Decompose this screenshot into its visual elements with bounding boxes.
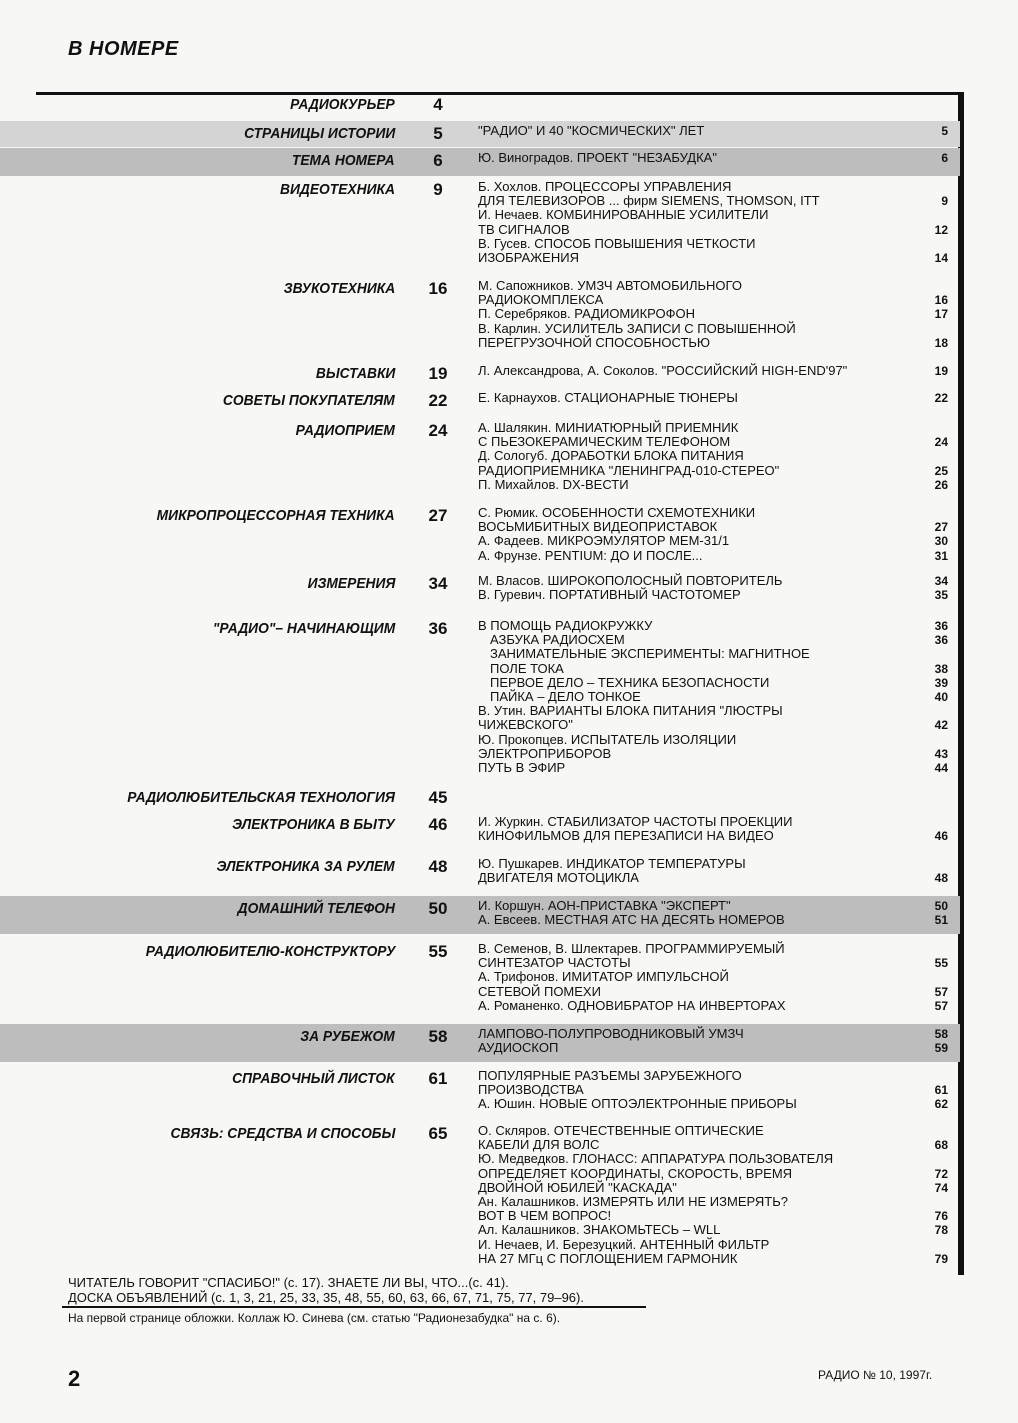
- toc-section: [0, 812, 960, 848]
- entry-page: 43: [934, 746, 948, 761]
- page-heading: В НОМЕРЕ: [68, 38, 179, 60]
- entry-page: 12: [934, 222, 948, 237]
- entry-page: 34: [934, 574, 948, 588]
- section-title: ЗВУКОТЕХНИКА: [283, 280, 395, 297]
- entry-page: 61: [934, 1083, 948, 1098]
- toc-section: [0, 616, 960, 776]
- entry-text: И. Нечаев. КОМБИНИРОВАННЫЕ УСИЛИТЕЛИ: [478, 207, 769, 223]
- entry-text: ТВ СИГНАЛОВ: [478, 221, 570, 237]
- section-page: 9: [433, 180, 443, 199]
- entry-text: ПУТЬ В ЭФИР: [478, 760, 566, 776]
- section-page: 50: [428, 899, 448, 918]
- entry-page: 30: [934, 534, 948, 549]
- toc-section: [0, 786, 960, 810]
- entry-text: Б. Хохлов. ПРОЦЕССОРЫ УПРАВЛЕНИЯ: [478, 179, 732, 194]
- toc-entry: [478, 857, 948, 871]
- section-title: ЗА РУБЕЖОМ: [300, 1028, 395, 1045]
- entry-text: НА 27 МГц С ПОГЛОЩЕНИЕМ ГАРМОНИК: [478, 1250, 738, 1266]
- section-title: ВЫСТАВКИ: [315, 365, 395, 382]
- toc-entry: [478, 1209, 948, 1223]
- entry-text: Д. Сологуб. ДОРАБОТКИ БЛОКА ПИТАНИЯ: [478, 448, 744, 464]
- toc-section: [0, 276, 960, 356]
- toc-entry: [478, 662, 948, 676]
- entry-page: 31: [934, 548, 948, 563]
- entry-page: 42: [934, 718, 948, 733]
- entry-page: 48: [934, 871, 948, 886]
- toc-entry: [478, 647, 948, 661]
- toc-entry: [478, 942, 948, 956]
- toc-entry: [478, 279, 948, 293]
- toc-entry: [478, 464, 948, 478]
- section-page: 34: [428, 574, 448, 593]
- entry-text: Ю. Прокопцев. ИСПЫТАТЕЛЬ ИЗОЛЯЦИИ: [478, 731, 737, 747]
- section-entries: [478, 364, 948, 378]
- toc-entry: [478, 1252, 948, 1266]
- entry-text: А. Фрунзе. PENTIUM: ДО И ПОСЛЕ...: [478, 547, 703, 563]
- entry-page: 76: [934, 1209, 948, 1224]
- toc-entry: [478, 899, 948, 913]
- section-page: 6: [433, 151, 443, 170]
- entry-page: 38: [934, 661, 948, 676]
- toc-entry: [478, 151, 948, 165]
- entry-text: ЛАМПОВО-ПОЛУПРОВОДНИКОВЫЙ УМЗЧ: [478, 1026, 744, 1041]
- section-page: 65: [428, 1124, 448, 1143]
- section-title: "РАДИО"– НАЧИНАЮЩИМ: [212, 620, 395, 637]
- section-page: 22: [428, 391, 448, 410]
- entry-page: 72: [934, 1166, 948, 1181]
- footer-notes: [68, 1275, 584, 1305]
- entry-text: ПАЙКА – ДЕЛО ТОНКОЕ: [490, 689, 641, 705]
- toc-entry: [478, 336, 948, 350]
- section-title: РАДИОКУРЬЕР: [290, 96, 395, 113]
- entry-page: 19: [934, 364, 948, 378]
- section-page: 55: [428, 942, 448, 961]
- toc-entry: [478, 871, 948, 885]
- section-title: ВИДЕОТЕХНИКА: [280, 181, 395, 198]
- footer-line-1: ЧИТАТЕЛЬ ГОВОРИТ "СПАСИБО!" (с. 17). ЗНАЕТЕ ЛИ ВЫ, ЧТО...(с. 41).: [68, 1275, 509, 1290]
- toc-entry: [478, 293, 948, 307]
- entry-text: КИНОФИЛЬМОВ ДЛЯ ПЕРЕЗАПИСИ НА ВИДЕО: [478, 828, 774, 844]
- entry-page: 25: [934, 463, 948, 478]
- toc-entry: [478, 815, 948, 829]
- toc-entry: [478, 1041, 948, 1055]
- section-page: 46: [428, 815, 448, 834]
- entry-text: ДВИГАТЕЛЯ МОТОЦИКЛА: [478, 870, 639, 886]
- entry-page: 46: [934, 829, 948, 844]
- entry-page: 18: [934, 335, 948, 350]
- entry-text: М. Сапожников. УМЗЧ АВТОМОБИЛЬНОГО: [478, 278, 742, 293]
- section-entries: [478, 942, 948, 1013]
- toc-entry: [478, 208, 948, 222]
- toc-section: [0, 148, 960, 176]
- toc-entry: [478, 1069, 948, 1083]
- toc-entry: [478, 1097, 948, 1111]
- entry-text: Ю. Пушкарев. ИНДИКАТОР ТЕМПЕРАТУРЫ: [478, 856, 746, 871]
- entry-text: С. Рюмик. ОСОБЕННОСТИ СХЕМОТЕХНИКИ: [478, 505, 756, 520]
- entry-text: В. Гусев. СПОСОБ ПОВЫШЕНИЯ ЧЕТКОСТИ: [478, 235, 756, 251]
- entry-text: П. Михайлов. DX-ВЕСТИ: [478, 476, 629, 492]
- toc-entry: [478, 829, 948, 843]
- entry-page: 74: [934, 1180, 948, 1195]
- entry-text: ЧИЖЕВСКОГО": [478, 717, 573, 733]
- entry-text: ПОЛЕ ТОКА: [490, 660, 564, 676]
- section-entries: [478, 1027, 948, 1055]
- section-entries: [478, 815, 948, 843]
- entry-page: 78: [934, 1223, 948, 1238]
- toc-entry: [478, 520, 948, 534]
- toc-section: [0, 361, 960, 385]
- section-title: СТРАНИЦЫ ИСТОРИИ: [243, 125, 395, 142]
- toc-entry: [478, 194, 948, 208]
- entry-page: 68: [934, 1138, 948, 1153]
- section-title: ЭЛЕКТРОНИКА ЗА РУЛЕМ: [216, 858, 395, 875]
- toc-entry: [478, 1223, 948, 1237]
- toc-entry: [478, 478, 948, 492]
- section-title: СПРАВОЧНЫЙ ЛИСТОК: [232, 1070, 395, 1087]
- entry-text: ЗАНИМАТЕЛЬНЫЕ ЭКСПЕРИМЕНТЫ: МАГНИТНОЕ: [490, 646, 810, 662]
- toc-section: [0, 177, 960, 272]
- section-title: МИКРОПРОЦЕССОРНАЯ ТЕХНИКА: [157, 507, 395, 524]
- entry-text: АЗБУКА РАДИОСХЕМ: [490, 632, 625, 648]
- toc-entry: [478, 1181, 948, 1195]
- section-entries: [478, 391, 948, 405]
- section-entries: [478, 151, 948, 165]
- entry-text: АУДИОСКОП: [478, 1040, 559, 1056]
- toc-entry: [478, 180, 948, 194]
- issue-label: РАДИО № 10, 1997г.: [818, 1368, 933, 1382]
- entry-text: СИНТЕЗАТОР ЧАСТОТЫ: [478, 955, 631, 971]
- toc-entry: [478, 549, 948, 563]
- entry-text: ДЛЯ ТЕЛЕВИЗОРОВ ... фирм SIEMENS, THOMSON, ITT: [478, 193, 820, 209]
- toc-entry: [478, 391, 948, 405]
- entry-text: КАБЕЛИ ДЛЯ ВОЛС: [478, 1137, 600, 1153]
- cover-note: На первой странице обложки. Коллаж Ю. Синева (см. статью "Радионезабудка" на с. 6).: [68, 1311, 561, 1325]
- entry-page: 40: [934, 690, 948, 705]
- entry-page: 14: [934, 251, 948, 266]
- section-title: ТЕМА НОМЕРА: [292, 152, 395, 169]
- toc-entry: [478, 506, 948, 520]
- section-title: ЭЛЕКТРОНИКА В БЫТУ: [232, 816, 395, 833]
- toc-entry: [478, 1152, 948, 1166]
- section-entries: [478, 1069, 948, 1112]
- toc-entry: [478, 1083, 948, 1097]
- entry-text: В. Утин. ВАРИАНТЫ БЛОКА ПИТАНИЯ "ЛЮСТРЫ: [478, 703, 783, 719]
- entry-text: ЭЛЕКТРОПРИБОРОВ: [478, 745, 612, 761]
- section-page: 5: [433, 124, 443, 143]
- entry-page: 79: [934, 1251, 948, 1266]
- entry-page: 9: [941, 194, 948, 209]
- entry-text: ПЕРВОЕ ДЕЛО – ТЕХНИКА БЕЗОПАСНОСТИ: [490, 674, 770, 690]
- entry-text: И. Коршун. АОН-ПРИСТАВКА "ЭКСПЕРТ": [478, 898, 731, 913]
- entry-text: В ПОМОЩЬ РАДИОКРУЖКУ: [478, 618, 653, 633]
- toc-entry: [478, 1124, 948, 1138]
- section-title: СВЯЗЬ: СРЕДСТВА И СПОСОБЫ: [170, 1125, 395, 1142]
- entry-page: 24: [934, 435, 948, 450]
- entry-text: Ал. Калашников. ЗНАКОМЬТЕСЬ – WLL: [478, 1222, 721, 1238]
- toc-entry: [478, 534, 948, 548]
- section-entries: [478, 421, 948, 492]
- toc-entry: [478, 761, 948, 775]
- toc-entry: [478, 733, 948, 747]
- entry-text: Е. Карнаухов. СТАЦИОНАРНЫЕ ТЮНЕРЫ: [478, 390, 738, 405]
- entry-text: И. Журкин. СТАБИЛИЗАТОР ЧАСТОТЫ ПРОЕКЦИИ: [478, 814, 793, 829]
- entry-page: 6: [941, 151, 948, 165]
- toc-section: [0, 1121, 960, 1271]
- toc-entry: [478, 364, 948, 378]
- section-title: РАДИОЛЮБИТЕЛЬСКАЯ ТЕХНОЛОГИЯ: [127, 789, 395, 806]
- entry-text: С ПЬЕЗОКЕРАМИЧЕСКИМ ТЕЛЕФОНОМ: [478, 434, 731, 450]
- entry-page: 62: [934, 1097, 948, 1112]
- toc-entry: [478, 1167, 948, 1181]
- entry-text: О. Скляров. ОТЕЧЕСТВЕННЫЕ ОПТИЧЕСКИЕ: [478, 1123, 764, 1138]
- toc-entry: [478, 1027, 948, 1041]
- entry-page: 35: [934, 588, 948, 603]
- section-page: 36: [428, 619, 448, 638]
- entry-text: РАДИОКОМПЛЕКСА: [478, 292, 604, 308]
- entry-page: 50: [934, 899, 948, 913]
- entry-text: ОПРЕДЕЛЯЕТ КООРДИНАТЫ, СКОРОСТЬ, ВРЕМЯ: [478, 1165, 793, 1181]
- section-title: СОВЕТЫ ПОКУПАТЕЛЯМ: [223, 392, 395, 409]
- entry-text: А. Трифонов. ИМИТАТОР ИМПУЛЬСНОЙ: [478, 969, 729, 985]
- entry-page: 57: [934, 998, 948, 1013]
- toc-entry: [478, 747, 948, 761]
- entry-page: 44: [934, 761, 948, 776]
- entry-text: ИЗОБРАЖЕНИЯ: [478, 250, 579, 266]
- toc-section: [0, 939, 960, 1017]
- toc-section: [0, 896, 960, 934]
- toc-entry: [478, 633, 948, 647]
- toc-entry: [478, 124, 948, 138]
- section-page: 16: [428, 279, 448, 298]
- toc-entry: [478, 999, 948, 1013]
- toc-section: [0, 571, 960, 609]
- entry-page: 55: [934, 956, 948, 971]
- toc-entry: [478, 322, 948, 336]
- section-page: 58: [428, 1027, 448, 1046]
- section-page: 27: [428, 506, 448, 525]
- toc-section: [0, 418, 960, 498]
- toc-entry: [478, 1238, 948, 1252]
- toc-entry: [478, 223, 948, 237]
- footer-line-2: ДОСКА ОБЪЯВЛЕНИЙ (с. 1, 3, 21, 25, 33, 35, 48, 55, 60, 63, 66, 67, 71, 75, 77, 79–96).: [68, 1290, 584, 1305]
- entry-page: 39: [934, 675, 948, 690]
- section-entries: [478, 506, 948, 563]
- section-page: 45: [428, 788, 448, 807]
- entry-text: А. Евсеев. МЕСТНАЯ АТС НА ДЕСЯТЬ НОМЕРОВ: [478, 912, 785, 928]
- entry-page: 36: [934, 619, 948, 633]
- toc-entry: [478, 970, 948, 984]
- toc-entry: [478, 619, 948, 633]
- section-title: ИЗМЕРЕНИЯ: [307, 575, 395, 592]
- section-page: 19: [428, 364, 448, 383]
- section-entries: [478, 180, 948, 265]
- section-page: 48: [428, 857, 448, 876]
- entry-text: Ю. Виноградов. ПРОЕКТ "НЕЗАБУДКА": [478, 150, 717, 165]
- entry-text: ПРОИЗВОДСТВА: [478, 1082, 584, 1098]
- toc-entry: [478, 718, 948, 732]
- toc-entry: [478, 237, 948, 251]
- section-title: РАДИОЛЮБИТЕЛЮ-КОНСТРУКТОРУ: [145, 943, 395, 960]
- toc-section: [0, 1066, 960, 1116]
- toc-entry: [478, 574, 948, 588]
- toc-section: [0, 854, 960, 890]
- entry-text: И. Нечаев, И. Березуцкий. АНТЕННЫЙ ФИЛЬТР: [478, 1236, 770, 1252]
- section-entries: [478, 574, 948, 602]
- section-page: 24: [428, 421, 448, 440]
- entry-text: А. Шалякин. МИНИАТЮРНЫЙ ПРИЕМНИК: [478, 420, 739, 435]
- entry-text: Ю. Медведков. ГЛОНАСС: АППАРАТУРА ПОЛЬЗОВАТЕЛЯ: [478, 1151, 834, 1167]
- toc-entry: [478, 956, 948, 970]
- toc-section: [0, 1024, 960, 1062]
- entry-page: 16: [934, 293, 948, 308]
- entry-page: 58: [934, 1027, 948, 1041]
- toc-entry: [478, 985, 948, 999]
- toc-section: [0, 93, 960, 119]
- entry-text: ДВОЙНОЙ ЮБИЛЕЙ "КАСКАДА": [478, 1179, 677, 1195]
- entry-page: 22: [934, 391, 948, 405]
- entry-text: В. Гуревич. ПОРТАТИВНЫЙ ЧАСТОТОМЕР: [478, 587, 741, 603]
- section-page: 4: [433, 95, 443, 114]
- entry-text: "РАДИО" И 40 "КОСМИЧЕСКИХ" ЛЕТ: [478, 123, 705, 138]
- entry-text: А. Юшин. НОВЫЕ ОПТОЭЛЕКТРОННЫЕ ПРИБОРЫ: [478, 1096, 797, 1112]
- toc-entry: [478, 676, 948, 690]
- entry-text: А. Фадеев. МИКРОЭМУЛЯТОР МЕМ-31/1: [478, 533, 730, 549]
- toc-entry: [478, 1195, 948, 1209]
- toc-entry: [478, 435, 948, 449]
- toc-entry: [478, 690, 948, 704]
- entry-text: П. Серебряков. РАДИОМИКРОФОН: [478, 306, 696, 322]
- entry-text: ВОСЬМИБИТНЫХ ВИДЕОПРИСТАВОК: [478, 519, 718, 535]
- toc-entry: [478, 421, 948, 435]
- toc-entry: [478, 704, 948, 718]
- cover-note-rule: [62, 1306, 646, 1308]
- entry-page: 36: [934, 633, 948, 648]
- toc-entry: [478, 307, 948, 321]
- page-number: 2: [68, 1366, 81, 1391]
- entry-text: А. Романенко. ОДНОВИБРАТОР НА ИНВЕРТОРАХ: [478, 997, 786, 1013]
- entry-text: В. Карлин. УСИЛИТЕЛЬ ЗАПИСИ С ПОВЫШЕННОЙ: [478, 320, 796, 336]
- toc-section: [0, 388, 960, 412]
- section-entries: [478, 279, 948, 350]
- entry-page: 57: [934, 984, 948, 999]
- section-page: 61: [428, 1069, 448, 1088]
- entry-text: РАДИОПРИЕМНИКА "ЛЕНИНГРАД-010-СТЕРЕО": [478, 462, 780, 478]
- section-title: РАДИОПРИЕМ: [295, 422, 395, 439]
- section-entries: [478, 124, 948, 138]
- entry-page: 27: [934, 520, 948, 535]
- entry-page: 26: [934, 477, 948, 492]
- toc-entry: [478, 251, 948, 265]
- entry-page: 17: [934, 307, 948, 322]
- entry-text: М. Власов. ШИРОКОПОЛОСНЫЙ ПОВТОРИТЕЛЬ: [478, 573, 783, 588]
- entry-text: ПОПУЛЯРНЫЕ РАЗЪЕМЫ ЗАРУБЕЖНОГО: [478, 1068, 742, 1083]
- toc-entry: [478, 588, 948, 602]
- section-entries: [478, 899, 948, 927]
- entry-text: Л. Александрова, А. Соколов. "РОССИЙСКИЙ HIGH-END'97": [478, 363, 848, 378]
- section-entries: [478, 619, 948, 775]
- entry-text: В. Семенов, В. Шлектарев. ПРОГРАММИРУЕМЫЙ: [478, 941, 785, 956]
- entry-text: Ан. Калашников. ИЗМЕРЯТЬ ИЛИ НЕ ИЗМЕРЯТЬ?: [478, 1194, 788, 1210]
- toc-section: [0, 121, 960, 147]
- entry-page: 5: [941, 124, 948, 138]
- toc-entry: [478, 913, 948, 927]
- entry-text: ПЕРЕГРУЗОЧНОЙ СПОСОБНОСТЬЮ: [478, 334, 711, 350]
- entry-page: 59: [934, 1041, 948, 1056]
- entry-text: ВОТ В ЧЕМ ВОПРОС!: [478, 1208, 612, 1224]
- entry-text: СЕТЕВОЙ ПОМЕХИ: [478, 983, 601, 999]
- section-entries: [478, 857, 948, 885]
- toc-entry: [478, 1138, 948, 1152]
- section-entries: [478, 1124, 948, 1266]
- toc-entry: [478, 449, 948, 463]
- entry-page: 51: [934, 913, 948, 928]
- toc-section: [0, 503, 960, 563]
- section-title: ДОМАШНИЙ ТЕЛЕФОН: [237, 900, 395, 917]
